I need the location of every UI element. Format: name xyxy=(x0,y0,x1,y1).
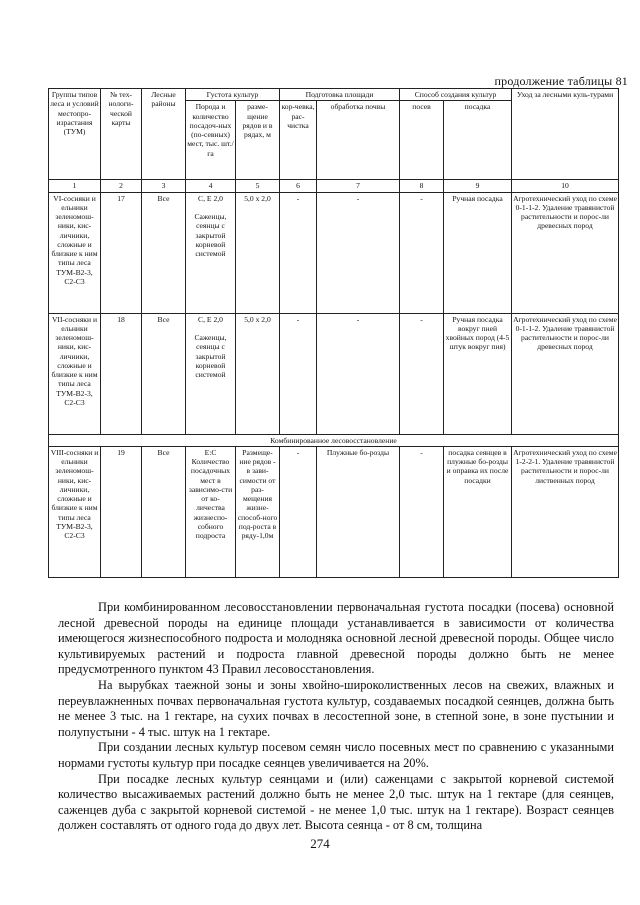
paragraph: При создании лесных культур посевом семян число посевных мест по сравнению с указанными нормами густоты культур при посадке сеянцев увеличивается на 20%. xyxy=(58,740,614,770)
reforestation-table xyxy=(48,88,619,578)
cell-plant: посадка сеянцев в плужные бо-розды и оправка их после посадки xyxy=(444,446,512,577)
cell-region: Все xyxy=(142,446,186,577)
cell-breed: С, Е 2,0 Саженцы, сеянцы с закрытой корневой системой xyxy=(186,313,236,434)
col-number: 3 xyxy=(142,180,186,192)
cell-tech-map: 18 xyxy=(101,313,142,434)
cell-plant: Ручная посадка xyxy=(444,192,512,313)
cell-sow: - xyxy=(400,313,444,434)
col-number: 5 xyxy=(236,180,280,192)
cell-tech-map: 17 xyxy=(101,192,142,313)
section-row xyxy=(49,434,619,446)
page-number: 274 xyxy=(310,836,330,851)
cell-spacing: 5,0 х 2,0 xyxy=(236,313,280,434)
cell-group: VI-сосняки и ельники зеленомош-ники, кис-личники, сложные и близкие к ним типы леса ТУМ-В2-3, С2-С3 xyxy=(49,192,101,313)
col-number: 2 xyxy=(101,180,142,192)
cell-breed: Е:С Количество посадочных мест в зависимо-сти от ко-личества жизнеспо-собного подроста xyxy=(186,446,236,577)
cell-group: VIII-сосняки и ельники зеленомош-ники, кис-личники, сложные и близкие к ним типы леса ТУМ-В2-3, С2-С3 xyxy=(49,446,101,577)
cell-spacing: Размеще-ние рядов - в зави-симости от раз-мещения жизне-способ-ного под-роста в ряду-1,0м xyxy=(236,446,280,577)
cell-group: VII-сосняки и ельники зеленомош-ники, кис-личники, сложные и близкие к ним типы леса ТУМ-В2-3, С2-С3 xyxy=(49,313,101,434)
body-text xyxy=(58,600,614,834)
cell-care: Агротехнический уход по схеме 0-1-1-2. Удаление травянистой растительности и порос-ли древесных пород xyxy=(512,192,619,313)
header-density-spacing: разме-щение рядов и в рядах, м xyxy=(236,101,280,180)
header-method-plant: посадка xyxy=(444,101,512,180)
cell-region: Все xyxy=(142,313,186,434)
paragraph: При посадке лесных культур сеянцами и (или) саженцами с закрытой корневой системой количество высаживаемых растений должно быть не менее 2,0 тыс. штук на 1 гектаре (для сеянцев, саженцев дуба с закрытой корневой системой - не менее 1,0 тыс. штук на 1 гектаре). Возраст сеянцев должен составлять от одного года до двух лет. Высота сеянца - от 8 см, толщина xyxy=(58,771,614,833)
header-regions: Лесные районы xyxy=(142,89,186,180)
cell-clear: - xyxy=(280,313,317,434)
table-continuation-caption: продолжение таблицы 81 xyxy=(494,74,628,88)
header-method: Способ создания культур xyxy=(400,89,512,101)
header-density-breed: Порода и количество посадоч-ных (по-севных) мест, тыс. шт./га xyxy=(186,101,236,180)
cell-soil: - xyxy=(317,313,400,434)
header-care: Уход за лесными куль-турами xyxy=(512,89,619,180)
cell-soil: Плужные бо-розды xyxy=(317,446,400,577)
header-groups: Группы типов леса и условий местопро-израстания (ТУМ) xyxy=(49,89,101,180)
header-tech-map: № тех-нологи-ческой карты xyxy=(101,89,142,180)
table-row xyxy=(49,313,619,434)
col-number: 10 xyxy=(512,180,619,192)
table-row xyxy=(49,192,619,313)
cell-sow: - xyxy=(400,192,444,313)
table-header-row xyxy=(49,89,619,101)
header-method-sow: посев xyxy=(400,101,444,180)
cell-clear: - xyxy=(280,192,317,313)
cell-care: Агротехнический уход по схеме 1-2-2-1. Удаление травянистой растительности и порос-ли лиственных пород xyxy=(512,446,619,577)
cell-sow: - xyxy=(400,446,444,577)
table-row xyxy=(49,446,619,577)
cell-region: Все xyxy=(142,192,186,313)
cell-breed: С, Е 2,0 Саженцы, сеянцы с закрытой корневой системой xyxy=(186,192,236,313)
section-title: Комбинированное лесовосстановление xyxy=(49,434,619,446)
cell-care: Агротехнический уход по схеме 0-1-1-2. Удаление травянистой растительности и порос-ли древесных пород xyxy=(512,313,619,434)
paragraph: При комбинированном лесовосстановлении первоначальная густота посадки (посева) основной лесной древесной породы на единице площади устанавливается в зависимости от количества имеющегося жизнеспособного подроста и молодняка основной лесной древесной породы. Общее число культивируемых растений и подроста главной древесной породы должно быть не менее предусмотренного пунктом 43 Правил лесовосстановления. xyxy=(58,600,614,677)
header-prep: Подготовка площади xyxy=(280,89,400,101)
header-prep-soil: обработка почвы xyxy=(317,101,400,180)
cell-tech-map: 19 xyxy=(101,446,142,577)
col-number: 8 xyxy=(400,180,444,192)
cell-soil: - xyxy=(317,192,400,313)
column-number-row xyxy=(49,180,619,192)
col-number: 9 xyxy=(444,180,512,192)
cell-plant: Ручная посадка вокруг пней хвойных пород (4-5 штук вокруг пня) xyxy=(444,313,512,434)
col-number: 4 xyxy=(186,180,236,192)
header-prep-clear: кор-чевка, рас-чистка xyxy=(280,101,317,180)
cell-spacing: 5,0 х 2,0 xyxy=(236,192,280,313)
header-density: Густота культур xyxy=(186,89,280,101)
col-number: 7 xyxy=(317,180,400,192)
cell-clear: - xyxy=(280,446,317,577)
paragraph: На вырубках таежной зоны и зоны хвойно-широколиственных лесов на свежих, влажных и переувлажненных почвах первоначальная густота культур, создаваемых посадкой сеянцев, должна быть не менее 3 тыс. на 1 гектаре, на сухих почвах в лесостепной зоне, в степной зоне, в зоне пустынии и полупустыни - 4 тыс. штук на 1 гектаре. xyxy=(58,677,614,739)
col-number: 1 xyxy=(49,180,101,192)
col-number: 6 xyxy=(280,180,317,192)
